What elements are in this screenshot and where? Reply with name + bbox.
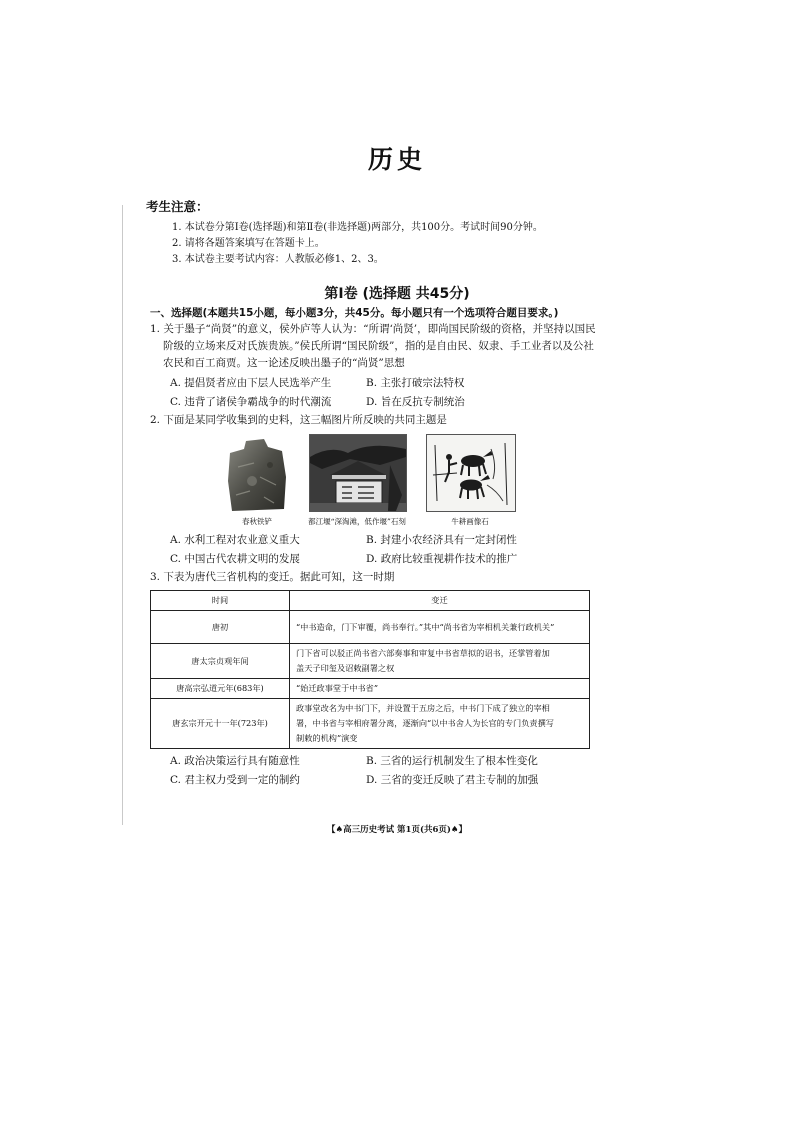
table-row bbox=[151, 699, 590, 749]
q1-stem-line: 阶级的立场来反对氏族贵族。”侯氏所谓“国民阶级”，指的是自由民、奴隶、手工业者以及公社 bbox=[163, 340, 594, 352]
q1-stem-line: 1. 关于墨子“尚贤”的意义，侯外庐等人认为：“所谓‘尚贤’，即尚国民阶级的资格，并坚持以国民 bbox=[150, 323, 596, 335]
cell-line: 制敕的机构”演变 bbox=[296, 733, 358, 743]
figure-caption: 春秋铁铲 bbox=[242, 517, 272, 526]
cell-line: “中书造命，门下审覆，尚书奉行。”其中“尚书省为宰相机关兼行政机关” bbox=[296, 621, 555, 632]
figure-caption: 牛耕画像石 bbox=[451, 517, 489, 526]
table-row bbox=[151, 644, 590, 679]
dujiangyan-stone-carving-image bbox=[309, 434, 407, 512]
q3-stem: 3. 下表为唐代三省机构的变迁。据此可知，这一时期 bbox=[150, 571, 395, 583]
q1-option-b: B. 主张打破宗法特权 bbox=[366, 377, 465, 389]
figure-caption: 都江堰“深淘滩，低作堰”石刻 bbox=[308, 517, 406, 526]
part1-heading: 第Ⅰ卷 (选择题 共45分) bbox=[324, 286, 470, 302]
cell-line: “始迁政事堂于中书省” bbox=[296, 683, 379, 693]
q3-option-c: C. 君主权力受到一定的制约 bbox=[170, 774, 300, 786]
page-footer: 【♠高三历史考试 第1页(共6页)♠】 bbox=[326, 825, 468, 835]
notice-item: 1. 本试卷分第Ⅰ卷(选择题)和第Ⅱ卷(非选择题)两部分，共100分。考试时间90分钟。 bbox=[172, 222, 543, 233]
q2-option-d: D. 政府比较重视耕作技术的推广 bbox=[366, 553, 518, 565]
q3-option-b: B. 三省的运行机制发生了根本性变化 bbox=[366, 755, 538, 767]
table-header-cell: 时间 bbox=[151, 591, 290, 611]
table-cell-time: 唐玄宗开元十一年(723年) bbox=[151, 699, 290, 749]
table-cell-change bbox=[290, 699, 590, 749]
q2-stem: 2. 下面是某同学收集到的史料，这三幅图片所反映的共同主题是 bbox=[150, 414, 447, 426]
section1-heading: 一、选择题(本题共15小题，每小题3分，共45分。每小题只有一个选项符合题目要求。) bbox=[150, 307, 559, 319]
table-cell-change bbox=[290, 679, 590, 699]
ox-plowing-relief-image bbox=[426, 434, 516, 512]
q2-option-b: B. 封建小农经济具有一定封闭性 bbox=[366, 534, 517, 546]
q2-option-c: C. 中国古代农耕文明的发展 bbox=[170, 553, 300, 565]
q2-option-a: A. 水利工程对农业意义重大 bbox=[170, 534, 300, 546]
table-row bbox=[151, 679, 590, 699]
notice-item: 3. 本试卷主要考试内容：人教版必修1、2、3。 bbox=[172, 254, 384, 265]
q1-stem-line: 农民和百工商贾。这一论述反映出墨子的“尚贤”思想 bbox=[163, 357, 405, 369]
q3-option-a: A. 政治决策运行具有随意性 bbox=[170, 755, 300, 767]
table-cell-time: 唐初 bbox=[151, 611, 290, 644]
table-row bbox=[151, 611, 590, 644]
table-cell-time: 唐太宗贞观年间 bbox=[151, 644, 290, 679]
cell-line: 署，中书省与宰相府署分离，逐渐向“以中书舍人为长官的专门负责撰写 bbox=[296, 718, 554, 728]
q1-option-c: C. 违背了诸侯争霸战争的时代潮流 bbox=[170, 396, 332, 408]
table-header-row bbox=[151, 591, 590, 611]
q1-option-d: D. 旨在反抗专制统治 bbox=[366, 396, 465, 408]
table-cell-change bbox=[290, 644, 590, 679]
page-title: 历史 bbox=[367, 145, 426, 174]
tang-three-departments-table bbox=[150, 590, 590, 749]
q1-option-a: A. 提倡贤者应由下层人民选举产生 bbox=[170, 377, 332, 389]
cell-line: 盖天子印玺及诏敕副署之权 bbox=[296, 663, 395, 673]
cell-line: 政事堂改名为中书门下，并设置于五房之后，中书门下成了独立的宰相 bbox=[296, 703, 550, 713]
q3-option-d: D. 三省的变迁反映了君主专制的加强 bbox=[366, 774, 539, 786]
cell-line: 门下省可以驳正尚书省六部奏事和审复中书省草拟的诏书，还掌管着加 bbox=[296, 648, 550, 658]
table-header-cell: 变迁 bbox=[290, 591, 590, 611]
iron-shovel-image bbox=[224, 437, 290, 513]
table-cell-change bbox=[290, 611, 590, 644]
notice-heading: 考生注意： bbox=[146, 199, 209, 214]
table-cell-time: 唐高宗弘道元年(683年) bbox=[151, 679, 290, 699]
notice-item: 2. 请将各题答案填写在答题卡上。 bbox=[172, 238, 325, 249]
